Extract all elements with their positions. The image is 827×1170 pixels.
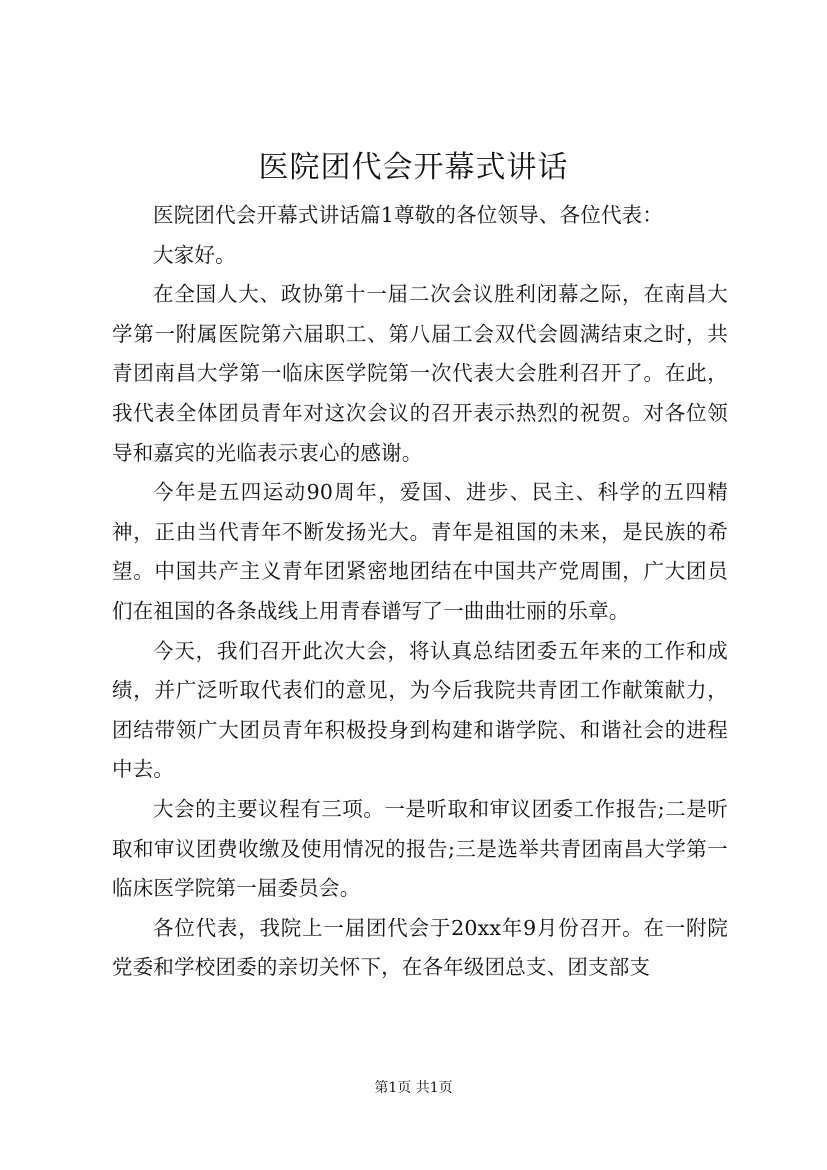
page-number-footer: 第1页 共1页 (374, 1080, 453, 1096)
paragraph-purpose: 今天，我们召开此次大会，将认真总结团委五年来的工作和成绩，并广泛听取代表们的意见，为今后我院共青团工作献策献力，团结带领广大团员青年积极投身到构建和谐学院、和谐社会的进程中去。 (112, 638, 728, 782)
paragraph-salutation: 医院团代会开幕式讲话篇1尊敬的各位领导、各位代表： (153, 203, 664, 227)
paragraph-congratulation: 在全国人大、政协第十一届二次会议胜利闭幕之际，在南昌大学第一附属医院第六届职工、第八届工会双代会圆满结束之时，共青团南昌大学第一临床医学院第一次代表大会胜利召开了。在此，我代表全体团员青年对这次会议的召开表示热烈的祝贺。对各位领导和嘉宾的光临表示衷心的感谢。 (112, 282, 728, 465)
paragraph-agenda: 大会的主要议程有三项。一是听取和审议团委工作报告;二是听取和审议团费收缴及使用情况的报告;三是选举共青团南昌大学第一临床医学院第一届委员会。 (112, 796, 728, 901)
paragraph-may-fourth: 今年是五四运动90周年，爱国、进步、民主、科学的五四精神，正由当代青年不断发扬光大。青年是祖国的未来，是民族的希望。中国共产主义青年团紧密地团结在中国共产党周围，广大团员们在祖国的各条战线上用青春谱写了一曲曲壮丽的乐章。 (112, 480, 728, 623)
document-body (112, 196, 728, 988)
document-title: 医院团代会开幕式讲话 (258, 150, 569, 185)
paragraph-history: 各位代表，我院上一届团代会于20xx年9月份召开。在一附院党委和学校团委的亲切关怀下，在各年级团总支、团支部支 (112, 915, 728, 980)
paragraph-greeting: 大家好。 (153, 242, 236, 267)
